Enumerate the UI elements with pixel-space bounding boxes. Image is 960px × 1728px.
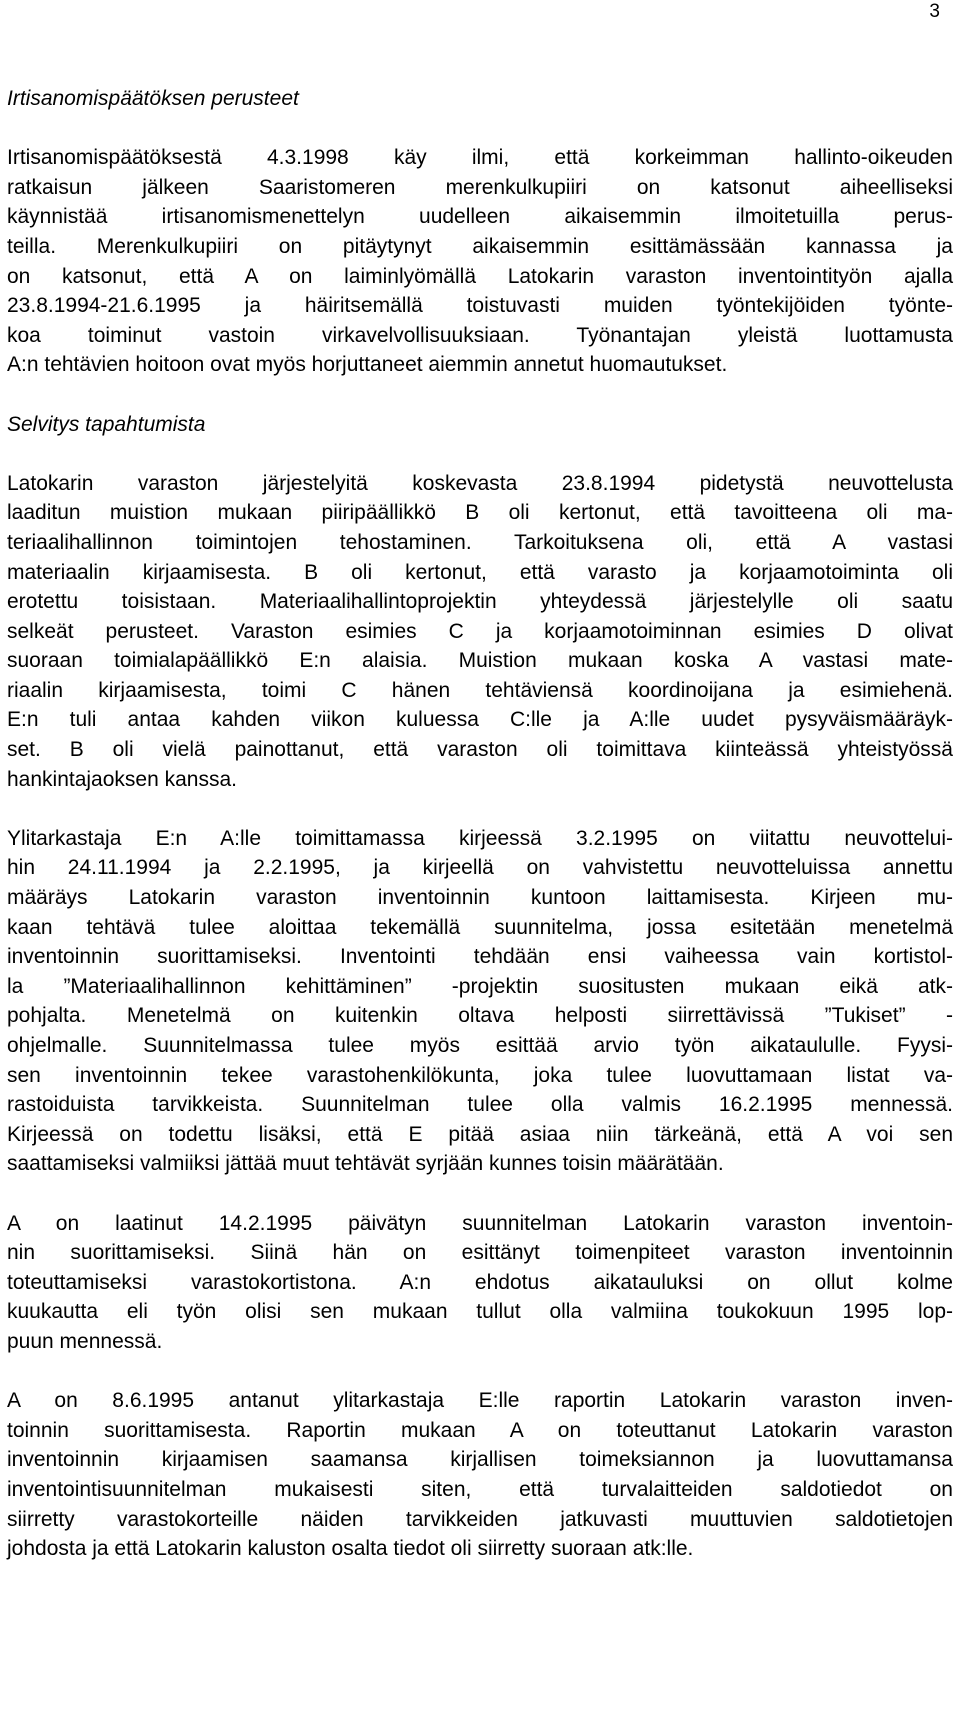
text-line: Kirjeessä on todettu lisäksi, että E pitää asiaa niin tärkeänä, että A voi sen [7, 1122, 953, 1146]
text-line: siirretty varastokorteille näiden tarvikkeiden jatkuvasti muuttuvien saldotietojen [7, 1507, 953, 1531]
paragraph-latokarin-varasto [7, 469, 953, 795]
text-line: A on laatinut 14.2.1995 päivätyn suunnitelman Latokarin varaston inventoin- [7, 1211, 953, 1235]
text-line: koa toiminut vastoin virkavelvollisuuksiaan. Työnantajan yleistä luottamusta [7, 323, 953, 347]
text-line: Ylitarkastaja E:n A:lle toimittamassa kirjeessä 3.2.1995 on viitattu neuvottelui- [7, 826, 953, 850]
text-line: rastoiduista tarvikkeista. Suunnitelman tulee olla valmis 16.2.1995 mennessä. [7, 1093, 953, 1117]
paragraph-inventointisuunnitelma [7, 1209, 953, 1357]
text-line: pohjalta. Menetelmä on kuitenkin oltava helposti siirrettävissä ”Tukiset” - [7, 1004, 953, 1028]
text-line: la ”Materiaalihallinnon kehittäminen” -projektin suositusten mukaan eikä atk- [7, 974, 953, 998]
text-line: teriaalihallinnon toimintojen tehostaminen. Tarkoituksena oli, että A vastasi [7, 530, 953, 554]
text-line: erotettu toisistaan. Materiaalihallintoprojektin yhteydessä järjestelylle oli saatu [7, 590, 953, 614]
text-line: inventointisuunnitelman mukaisesti siten, että turvalaitteiden saldotiedot on [7, 1477, 953, 1501]
text-line: A:n tehtävien hoitoon ovat myös horjuttaneet aiemmin annetut huomautukset. [7, 353, 728, 377]
paragraph-ylitarkastaja-kirje [7, 824, 953, 1179]
text-line: määräys Latokarin varaston inventoinnin kuntoon laittamisesta. Kirjeen mu- [7, 886, 953, 910]
page-number: 3 [929, 1, 940, 22]
text-line: Irtisanomispäätöksestä 4.3.1998 käy ilmi, että korkeimman hallinto-oikeuden [7, 146, 953, 170]
section-heading-irtisanomispaatoksen-perusteet: Irtisanomispäätöksen perusteet [7, 87, 299, 110]
text-line: toinnin suorittamisesta. Raportin mukaan A on toteuttanut Latokarin varaston [7, 1418, 953, 1442]
text-line: laaditun muistion mukaan piiripäällikkö B oli kertonut, että tavoitteena oli ma- [7, 501, 953, 525]
text-line: set. B oli vielä painottanut, että varaston oli toimittava kiinteässä yhteistyössä [7, 738, 953, 762]
text-line: kaan tehtävä tulee aloittaa tekemällä suunnitelma, jossa esitetään menetelmä [7, 915, 953, 939]
document-body [7, 84, 953, 1564]
text-line: nin suorittamiseksi. Siinä hän on esittänyt toimenpiteet varaston inventoinnin [7, 1241, 953, 1265]
text-line: hankintajaoksen kanssa. [7, 767, 237, 791]
paragraph-irtisanomispaatos [7, 143, 953, 380]
text-line: teilla. Merenkulkupiiri on pitäytynyt aikaisemmin esittämässään kannassa ja [7, 234, 953, 258]
text-line: Latokarin varaston järjestelyitä koskevasta 23.8.1994 pidetystä neuvottelusta [7, 471, 953, 495]
text-line: kuukautta eli työn olisi sen mukaan tullut olla valmiina toukokuun 1995 lop- [7, 1300, 953, 1324]
text-line: A on 8.6.1995 antanut ylitarkastaja E:lle raportin Latokarin varaston inven- [7, 1389, 953, 1413]
text-line: hin 24.11.1994 ja 2.2.1995, ja kirjeellä on vahvistettu neuvotteluissa annettu [7, 856, 953, 880]
paragraph-inventointiraportti [7, 1386, 953, 1564]
text-line: inventoinnin suorittamiseksi. Inventointi tehdään ensi vaiheessa vain kortistol- [7, 945, 953, 969]
text-line: johdosta ja että Latokarin kaluston osalta tiedot oli siirretty suoraan atk:lle. [7, 1537, 694, 1561]
text-line: toteuttamiseksi varastokortistona. A:n ehdotus aikatauluksi on ollut kolme [7, 1270, 953, 1294]
text-line: ratkaisun jälkeen Saaristomeren merenkulkupiiri on katsonut aiheelliseksi [7, 175, 953, 199]
text-line: on katsonut, että A on laiminlyömällä Latokarin varaston inventointityön ajalla [7, 264, 953, 288]
text-line: ohjelmalle. Suunnitelmassa tulee myös esittää arvio työn aikataululle. Fyysi- [7, 1034, 953, 1057]
text-line: puun mennessä. [7, 1329, 163, 1353]
text-line: riaalin kirjaamisesta, toimi C hänen tehtäviensä koordinoijana ja esimiehenä. [7, 678, 953, 702]
text-line: inventoinnin kirjaamisen saamansa kirjallisen toimeksiannon ja luovuttamansa [7, 1448, 953, 1472]
text-line: käynnistää irtisanomismenettelyn uudelleen aikaisemmin ilmoitetuilla perus- [7, 205, 953, 229]
text-line: saattamiseksi valmiiksi jättää muut tehtävät syrjään kunnes toisin määrätään. [7, 1152, 724, 1176]
text-line: selkeät perusteet. Varaston esimies C ja korjaamotoiminnan esimies D olivat [7, 619, 953, 643]
section-heading-selvitys-tapahtumista: Selvitys tapahtumista [7, 412, 206, 436]
text-line: 23.8.1994-21.6.1995 ja häiritsemällä toistuvasti muiden työntekijöiden työnte- [7, 294, 953, 318]
text-line: suoraan toimialapäällikkö E:n alaisia. Muistion mukaan koska A vastasi mate- [7, 649, 953, 673]
text-line: materiaalin kirjaamisesta. B oli kertonut, että varasto ja korjaamotoiminta oli [7, 560, 953, 584]
text-line: sen inventoinnin tekee varastohenkilökunta, joka tulee luovuttamaan listat va- [7, 1063, 953, 1087]
text-line: E:n tuli antaa kahden viikon kuluessa C:lle ja A:lle uudet pysyväismääräyk- [7, 708, 953, 732]
